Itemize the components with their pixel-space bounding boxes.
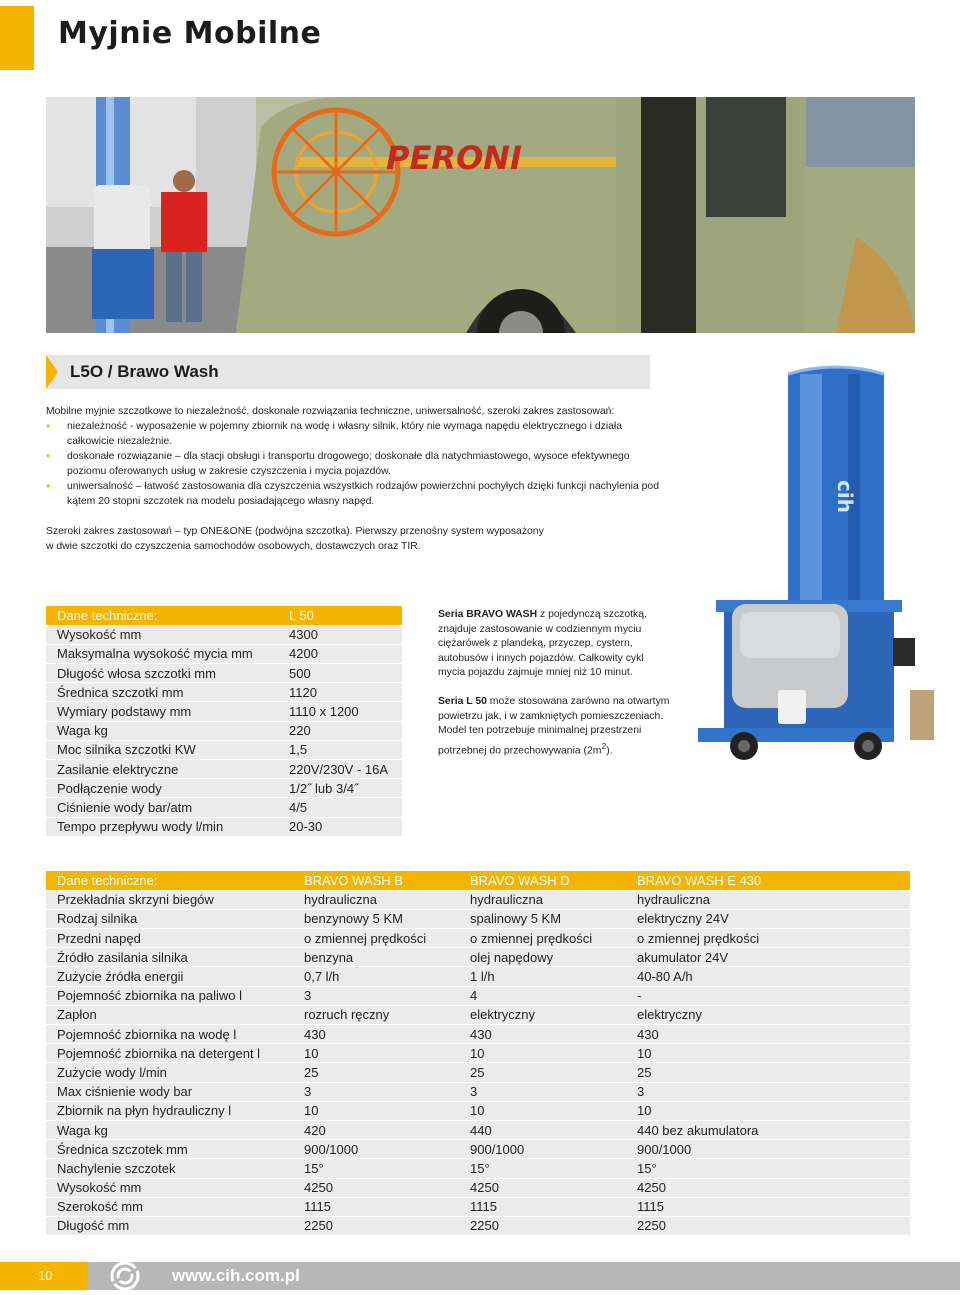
table-cell: 25 bbox=[459, 1063, 626, 1082]
table-row bbox=[46, 817, 402, 836]
table-header-cell: BRAVO WASH E 430 bbox=[626, 871, 910, 890]
table-row bbox=[46, 664, 402, 683]
table-cell: hydrauliczna bbox=[293, 890, 459, 909]
table-cell: Pojemność zbiornika na paliwo l bbox=[46, 986, 293, 1005]
table-cell: elektryczny bbox=[459, 1005, 626, 1024]
table-cell: 3 bbox=[459, 1082, 626, 1101]
series-l50-paragraph bbox=[438, 695, 670, 759]
table-cell: hydrauliczna bbox=[459, 890, 626, 909]
table-cell: 1115 bbox=[293, 1197, 459, 1216]
table-cell: 440 bbox=[459, 1120, 626, 1139]
table-row bbox=[46, 1197, 910, 1216]
table-cell: 10 bbox=[293, 1101, 459, 1120]
series-bravo-text: z pojedynczą szczotką, znajduje zastosowanie w codziennym myciu ciężarówek z plandeką, przyczep, cystern, autobusów i innych pojazdów. Całkowity cykl mycia pojazdu zajmuje mniej niż 10 minut. bbox=[438, 609, 647, 679]
table-cell: Waga kg bbox=[46, 721, 289, 740]
intro-bullet: • uniwersalność – łatwość zastosowania dla czyszczenia wszystkich rodzajów powierzchni pochyłych dzięki funkcji nachylenia pod kątem 20 stopni szczotek na modelu posiadającego własny napęd. bbox=[46, 479, 666, 509]
table-cell: Max ciśnienie wody bar bbox=[46, 1082, 293, 1101]
table-cell: 3 bbox=[626, 1082, 910, 1101]
bus-wash-illustration bbox=[46, 97, 915, 333]
table-header-row bbox=[46, 871, 910, 890]
table-cell: Zbiornik na płyn hydrauliczny l bbox=[46, 1101, 293, 1120]
table-row bbox=[46, 721, 402, 740]
table-row bbox=[46, 1101, 910, 1120]
table-header-cell: BRAVO WASH B bbox=[293, 871, 459, 890]
cih-logo-icon bbox=[102, 1260, 148, 1292]
table-row bbox=[46, 1025, 910, 1044]
table-row bbox=[46, 1178, 910, 1197]
intro-bullet: • niezależność - wyposażenie w pojemny zbiornik na wodę i własny silnik, który nie wymaga napędu elektrycznego i działa całkowicie niezależnie. bbox=[46, 419, 666, 449]
table-cell: Maksymalna wysokość mycia mm bbox=[46, 644, 289, 663]
table-cell: 4250 bbox=[459, 1178, 626, 1197]
table-cell: 4200 bbox=[289, 644, 402, 663]
table-row bbox=[46, 1082, 910, 1101]
table-row bbox=[46, 948, 910, 967]
title-accent-bar bbox=[0, 6, 34, 70]
table-cell: 15° bbox=[459, 1159, 626, 1178]
table-cell: Średnica szczotek mm bbox=[46, 1140, 293, 1159]
table-cell: 900/1000 bbox=[293, 1140, 459, 1159]
table-row bbox=[46, 1140, 910, 1159]
table-cell: 20-30 bbox=[289, 817, 402, 836]
table-cell: 4/5 bbox=[289, 798, 402, 817]
table-cell: Zasilanie elektryczne bbox=[46, 760, 289, 779]
table-cell: 430 bbox=[626, 1025, 910, 1044]
table-cell: hydrauliczna bbox=[626, 890, 910, 909]
table-cell: 25 bbox=[293, 1063, 459, 1082]
table-cell: 0,7 l/h bbox=[293, 967, 459, 986]
table-cell: 10 bbox=[626, 1044, 910, 1063]
table-cell: Moc silnika szczotki KW bbox=[46, 740, 289, 759]
table-cell: spalinowy 5 KM bbox=[459, 909, 626, 928]
table-row bbox=[46, 702, 402, 721]
table-cell: 3 bbox=[293, 986, 459, 1005]
table-cell: 220V/230V - 16A bbox=[289, 760, 402, 779]
l50-spec-table bbox=[46, 606, 402, 837]
table-cell: Waga kg bbox=[46, 1120, 293, 1139]
series-space-text: Model ten potrzebuje minimalnej przestrzeni potrzebnej do przechowywania (2m bbox=[438, 725, 642, 757]
table-row bbox=[46, 644, 402, 663]
table-cell: o zmiennej prędkości bbox=[459, 929, 626, 948]
table-cell: Podłączenie wody bbox=[46, 779, 289, 798]
series-description bbox=[438, 608, 670, 759]
table-cell: 1/2˝ lub 3/4˝ bbox=[289, 779, 402, 798]
table-cell: 10 bbox=[626, 1101, 910, 1120]
table-cell: 420 bbox=[293, 1120, 459, 1139]
intro-lead: Mobilne myjnie szczotkowe to niezależność, doskonałe rozwiązania techniczne, uniwersalność, szeroki zakres zastosowań: bbox=[46, 406, 615, 417]
table-row bbox=[46, 967, 910, 986]
table-row bbox=[46, 986, 910, 1005]
table-cell: 1,5 bbox=[289, 740, 402, 759]
table-cell: 10 bbox=[459, 1101, 626, 1120]
table-row bbox=[46, 1120, 910, 1139]
table-cell: Długość włosa szczotki mm bbox=[46, 664, 289, 683]
bus-brand-text: PERONI bbox=[386, 139, 522, 177]
table-cell: Zapłon bbox=[46, 1005, 293, 1024]
table-cell: 25 bbox=[626, 1063, 910, 1082]
table-cell: 4300 bbox=[289, 625, 402, 644]
table-row bbox=[46, 683, 402, 702]
bravo-wash-spec-table bbox=[46, 871, 910, 1236]
series-space-sup: 2 bbox=[601, 740, 607, 751]
table-cell: Zużycie źródła energii bbox=[46, 967, 293, 986]
section-heading bbox=[46, 355, 650, 389]
table-cell: rozruch ręczny bbox=[293, 1005, 459, 1024]
table-cell: 900/1000 bbox=[626, 1140, 910, 1159]
intro-para2-line2: w dwie szczotki do czyszczenia samochodów osobowych, dostawczych oraz TIR. bbox=[46, 541, 421, 552]
table-header-cell: Dane techniczne: bbox=[46, 606, 289, 625]
page-number: 10 bbox=[0, 1262, 88, 1290]
table-cell: 500 bbox=[289, 664, 402, 683]
series-l50-text: może stosowana zarówno na otwartym powietrzu jak, i w zamkniętych pomieszczeniach. bbox=[438, 695, 670, 722]
table-cell: Szerokość mm bbox=[46, 1197, 293, 1216]
table-cell: 220 bbox=[289, 721, 402, 740]
table-row bbox=[46, 740, 402, 759]
section-title: L5O / Brawo Wash bbox=[70, 362, 219, 381]
table-cell: 3 bbox=[293, 1082, 459, 1101]
table-cell: Źródło zasilania silnika bbox=[46, 948, 293, 967]
intro-bullets bbox=[46, 419, 666, 509]
table-cell: - bbox=[626, 986, 910, 1005]
table-row bbox=[46, 909, 910, 928]
table-row bbox=[46, 760, 402, 779]
table-cell: 40-80 A/h bbox=[626, 967, 910, 986]
table-row bbox=[46, 1063, 910, 1082]
table-cell: 15° bbox=[293, 1159, 459, 1178]
table-row bbox=[46, 1159, 910, 1178]
series-space-end: ). bbox=[606, 745, 613, 757]
table-cell: 10 bbox=[293, 1044, 459, 1063]
table-row bbox=[46, 1216, 910, 1235]
table-cell: Wymiary podstawy mm bbox=[46, 702, 289, 721]
table-cell: Długość mm bbox=[46, 1216, 293, 1235]
table-cell: 4250 bbox=[626, 1178, 910, 1197]
table-cell: 900/1000 bbox=[459, 1140, 626, 1159]
machine-photo bbox=[688, 360, 960, 800]
table-row bbox=[46, 1005, 910, 1024]
table-row bbox=[46, 798, 402, 817]
section-arrow-icon bbox=[46, 355, 58, 389]
table-cell: Zużycie wody l/min bbox=[46, 1063, 293, 1082]
table-header-cell: L 50 bbox=[289, 606, 402, 625]
table-row bbox=[46, 890, 910, 909]
intro-bullet: • doskonałe rozwiązanie – dla stacji obsługi i transportu drogowego; doskonałe dla natychmiastowego, wysoce efektywnego poziomu oferowanych usług w zakresie czyszczenia i mycia pojazdów. bbox=[46, 449, 666, 479]
table-cell: 4250 bbox=[293, 1178, 459, 1197]
table-cell: 1115 bbox=[459, 1197, 626, 1216]
series-bravo-paragraph bbox=[438, 608, 670, 681]
table-cell: o zmiennej prędkości bbox=[626, 929, 910, 948]
table-cell: 15° bbox=[626, 1159, 910, 1178]
table-row bbox=[46, 779, 402, 798]
table-cell: akumulator 24V bbox=[626, 948, 910, 967]
brush-machine-illustration bbox=[688, 360, 960, 800]
table-row bbox=[46, 625, 402, 644]
intro-para2-line1: Szeroki zakres zastosowań – typ ONE&ONE (podwójna szczotka). Pierwszy przenośny system wyposażony bbox=[46, 526, 544, 537]
table-cell: Pojemność zbiornika na detergent l bbox=[46, 1044, 293, 1063]
table-cell: benzyna bbox=[293, 948, 459, 967]
series-l50-name: Seria L 50 bbox=[438, 695, 487, 707]
table-cell: 2250 bbox=[459, 1216, 626, 1235]
table-cell: 1 l/h bbox=[459, 967, 626, 986]
table-cell: Nachylenie szczotek bbox=[46, 1159, 293, 1178]
table-row bbox=[46, 929, 910, 948]
table-cell: Wysokość mm bbox=[46, 1178, 293, 1197]
table-cell: 430 bbox=[459, 1025, 626, 1044]
table-cell: 2250 bbox=[626, 1216, 910, 1235]
table-cell: 440 bez akumulatora bbox=[626, 1120, 910, 1139]
series-bravo-name: Seria BRAVO WASH bbox=[438, 609, 538, 620]
table-cell: Przedni napęd bbox=[46, 929, 293, 948]
table-cell: benzynowy 5 KM bbox=[293, 909, 459, 928]
table-cell: Średnica szczotki mm bbox=[46, 683, 289, 702]
table-cell: 4 bbox=[459, 986, 626, 1005]
table-cell: Rodzaj silnika bbox=[46, 909, 293, 928]
table-cell: Ciśnienie wody bar/atm bbox=[46, 798, 289, 817]
table-cell: elektryczny 24V bbox=[626, 909, 910, 928]
table-header-row bbox=[46, 606, 402, 625]
table-cell: 1115 bbox=[626, 1197, 910, 1216]
svg-text:cih: cih bbox=[833, 480, 857, 513]
table-cell: 2250 bbox=[293, 1216, 459, 1235]
table-cell: 430 bbox=[293, 1025, 459, 1044]
table-cell: Pojemność zbiornika na wodę l bbox=[46, 1025, 293, 1044]
table-header-cell: Dane techniczne: bbox=[46, 871, 293, 890]
table-cell: Tempo przepływu wody l/min bbox=[46, 817, 289, 836]
hero-photo bbox=[46, 97, 915, 333]
footer-url: www.cih.com.pl bbox=[172, 1266, 300, 1285]
table-cell: 10 bbox=[459, 1044, 626, 1063]
table-cell: elektryczny bbox=[626, 1005, 910, 1024]
table-cell: 1120 bbox=[289, 683, 402, 702]
table-cell: Wysokość mm bbox=[46, 625, 289, 644]
intro-text bbox=[46, 404, 666, 554]
table-cell: o zmiennej prędkości bbox=[293, 929, 459, 948]
table-header-cell: BRAVO WASH D bbox=[459, 871, 626, 890]
page-title: Myjnie Mobilne bbox=[58, 16, 322, 51]
table-cell: olej napędowy bbox=[459, 948, 626, 967]
table-cell: 1110 x 1200 bbox=[289, 702, 402, 721]
table-row bbox=[46, 1044, 910, 1063]
table-cell: Przekładnia skrzyni biegów bbox=[46, 890, 293, 909]
